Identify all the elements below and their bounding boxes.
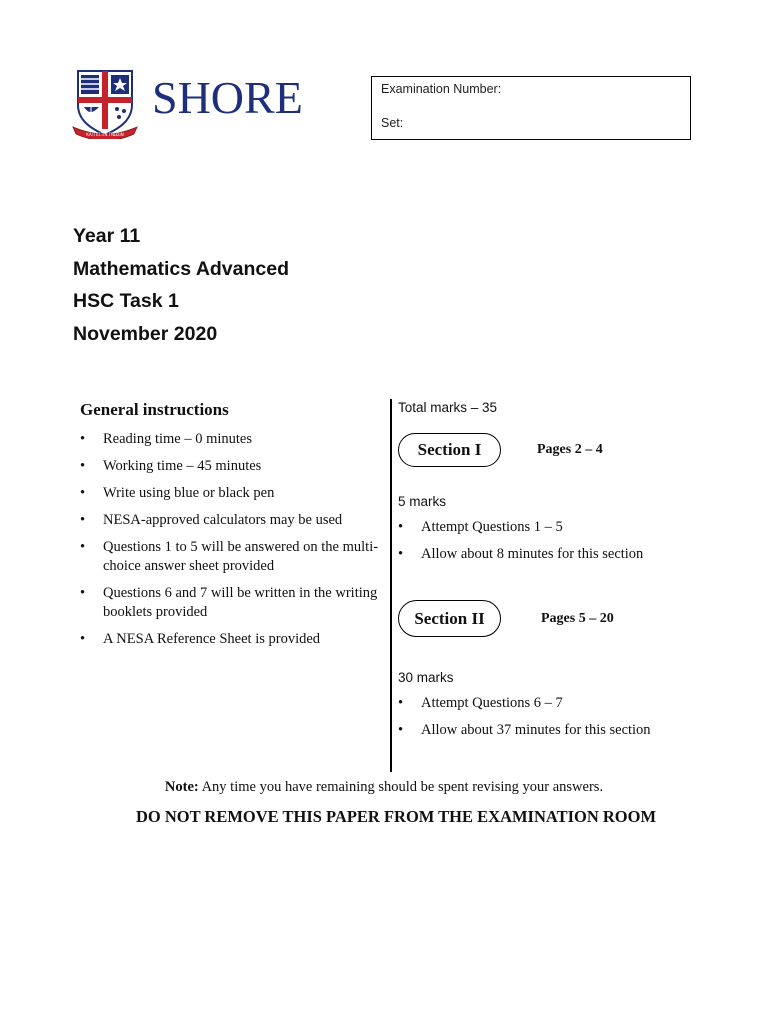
instruction-item: • Reading time – 0 minutes — [80, 431, 253, 447]
examination-number-label: Examination Number: — [381, 82, 502, 96]
section-instruction-item: • Allow about 8 minutes for this section — [398, 546, 644, 562]
school-name: SHORE — [152, 72, 303, 123]
section-instruction-item: • Attempt Questions 1 – 5 — [398, 519, 563, 535]
exam-title-block — [73, 224, 289, 354]
section-instruction-item: • Allow about 37 minutes for this section — [398, 722, 651, 738]
section-2-instructions — [398, 694, 728, 748]
section-1-label: Section I — [398, 433, 501, 467]
general-instructions-heading: General instructions — [80, 400, 229, 419]
section-2-label: Section II — [398, 600, 501, 637]
instruction-item: • Working time – 45 minutes — [80, 458, 262, 474]
task-title: HSC Task 1 — [73, 290, 179, 312]
general-instructions-list — [80, 430, 385, 657]
instruction-item: • Write using blue or black pen — [80, 485, 275, 501]
note-text: Any time you have remaining should be spent revising your answers. — [198, 779, 604, 795]
instruction-item: • Questions 1 to 5 will be answered on the multi-choice answer sheet provided — [80, 539, 379, 574]
year-title: Year 11 — [73, 225, 141, 247]
column-divider — [390, 399, 392, 772]
section-2-marks: 30 marks — [398, 670, 454, 685]
section-1-marks: 5 marks — [398, 494, 447, 509]
set-label: Set: — [381, 116, 404, 130]
total-marks: Total marks – 35 — [398, 400, 498, 415]
note-label: Note: — [164, 779, 199, 795]
section-1-instructions — [398, 518, 728, 572]
crest-motto: ΚΑΙ ΠΙΣΤΙΝ ΓΝΩΣΙΝ — [86, 132, 124, 137]
note-line — [0, 779, 768, 796]
section-instruction-item: • Attempt Questions 6 – 7 — [398, 695, 563, 711]
instruction-item: • NESA-approved calculators may be used — [80, 512, 343, 528]
date-title: November 2020 — [73, 322, 218, 345]
instruction-item: • A NESA Reference Sheet is provided — [80, 631, 321, 647]
section-2-pages: Pages 5 – 20 — [541, 611, 614, 626]
section-1-pages: Pages 2 – 4 — [537, 442, 603, 457]
course-title: Mathematics Advanced — [73, 257, 290, 280]
examination-details-box — [371, 76, 691, 140]
school-crest-logo — [72, 67, 138, 139]
instruction-item: • Questions 6 and 7 will be written in the writing booklets provided — [80, 585, 378, 620]
removal-warning: DO NOT REMOVE THIS PAPER FROM THE EXAMINATION ROOM — [135, 807, 657, 826]
